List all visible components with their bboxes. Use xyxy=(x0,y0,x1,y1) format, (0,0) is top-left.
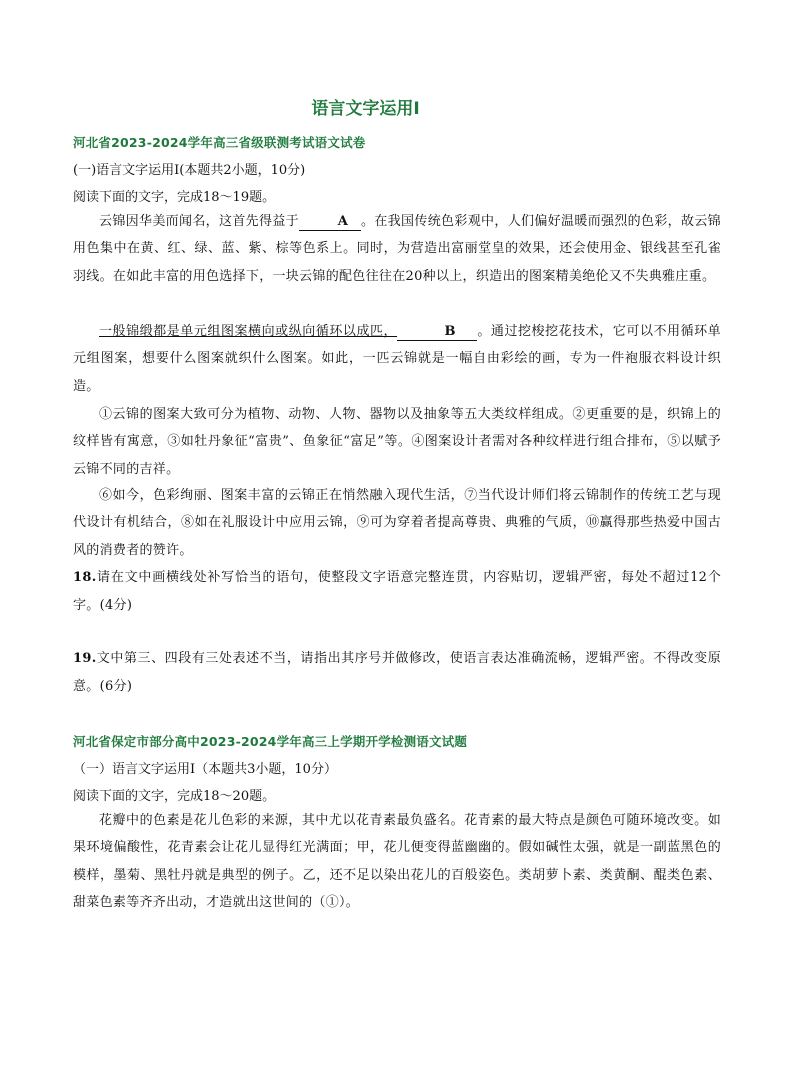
section1-paragraph-2 xyxy=(73,318,721,400)
blank-b: B xyxy=(397,324,477,341)
paragraph-text: 。通过挖梭挖花技术，它可以不用循环单元组图案，想要什么图案就织什么图案。如此，一匹云锦就是一幅自由彩绘的画，专为一件袍服衣料设计织造。 xyxy=(73,324,721,394)
paragraph-text: 云锦因华美而闻名，这首先得益于 xyxy=(99,214,299,229)
question-text: 文中第三、四段有三处表述不当，请指出其序号并做修改，使语言表达准确流畅，逻辑严密。不得改变原意。(6分) xyxy=(73,651,721,694)
section2-header: （一）语言文字运用Ⅰ（本题共3小题，10分） xyxy=(73,762,337,777)
question-text: 请在文中画横线处补写恰当的语句，使整段文字语意完整连贯，内容贴切，逻辑严密，每处不超过12个字。(4分) xyxy=(73,570,721,613)
section1-header: (一)语言文字运用Ⅰ(本题共2小题，10分) xyxy=(73,163,306,178)
question-18 xyxy=(73,564,721,619)
section1-paragraph-4: ⑥如今，色彩绚丽、图案丰富的云锦正在悄然融入现代生活，⑦当代设计师们将云锦制作的传统工艺与现代设计有机结合，⑧如在礼服设计中应用云锦，⑨可为穿着者提高尊贵、典雅的气质，⑩赢得那些热爱中国古风的消费者的赞许。 xyxy=(73,488,721,558)
paragraph-text: 。在我国传统色彩观中，人们偏好温暖而强烈的色彩，故云锦用色集中在黄、红、绿、蓝、紫、棕等色系上。同时，为营造出富丽堂皇的效果，还会使用金、银线甚至孔雀羽线。在如此丰富的用色选择下，一块云锦的配色往往在20种以上，织造出的图案精美绝伦又不失典雅庄重。 xyxy=(73,214,721,284)
blank-a: A xyxy=(299,214,361,231)
section1-paragraph-3: ①云锦的图案大致可分为植物、动物、人物、器物以及抽象等五大类纹样组成。②更重要的是，织锦上的纹样皆有寓意，③如牡丹象征“富贵”、鱼象征“富足”等。④图案设计者需对各种纹样进行组合排布，⑤以赋予云锦不同的吉祥。 xyxy=(73,407,721,477)
section2-paragraph-1: 花瓣中的色素是花儿色彩的来源，其中尤以花青素最负盛名。花青素的最大特点是颜色可随环境改变。如果环境偏酸性，花青素会让花儿显得红光满面；甲，花儿便变得蓝幽幽的。假如碱性太强，就是一副蓝黑色的模样，墨菊、黑牡丹就是典型的例子。乙，还不足以染出花儿的百般姿色。类胡萝卜素、类黄酮、醌类色素、甜菜色素等齐齐出动，才造就出这世间的（①）。 xyxy=(73,813,721,910)
section2-instruction: 阅读下面的文字，完成18～20题。 xyxy=(73,789,276,804)
section2-source: 河北省保定市部分高中2023-2024学年高三上学期开学检测语文试题 xyxy=(73,734,468,749)
section1-instruction: 阅读下面的文字，完成18～19题。 xyxy=(73,190,276,205)
question-number: 19. xyxy=(73,651,97,666)
section1-source: 河北省2023-2024学年高三省级联测考试语文试卷 xyxy=(73,135,366,150)
underlined-sentence: 一般锦缎都是单元组图案横向或纵向循环以成匹， xyxy=(99,324,398,339)
page-title: 语言文字运用Ⅰ xyxy=(311,99,420,119)
question-number: 18. xyxy=(73,570,97,585)
section1-paragraph-1 xyxy=(73,208,721,290)
question-19 xyxy=(73,645,721,700)
